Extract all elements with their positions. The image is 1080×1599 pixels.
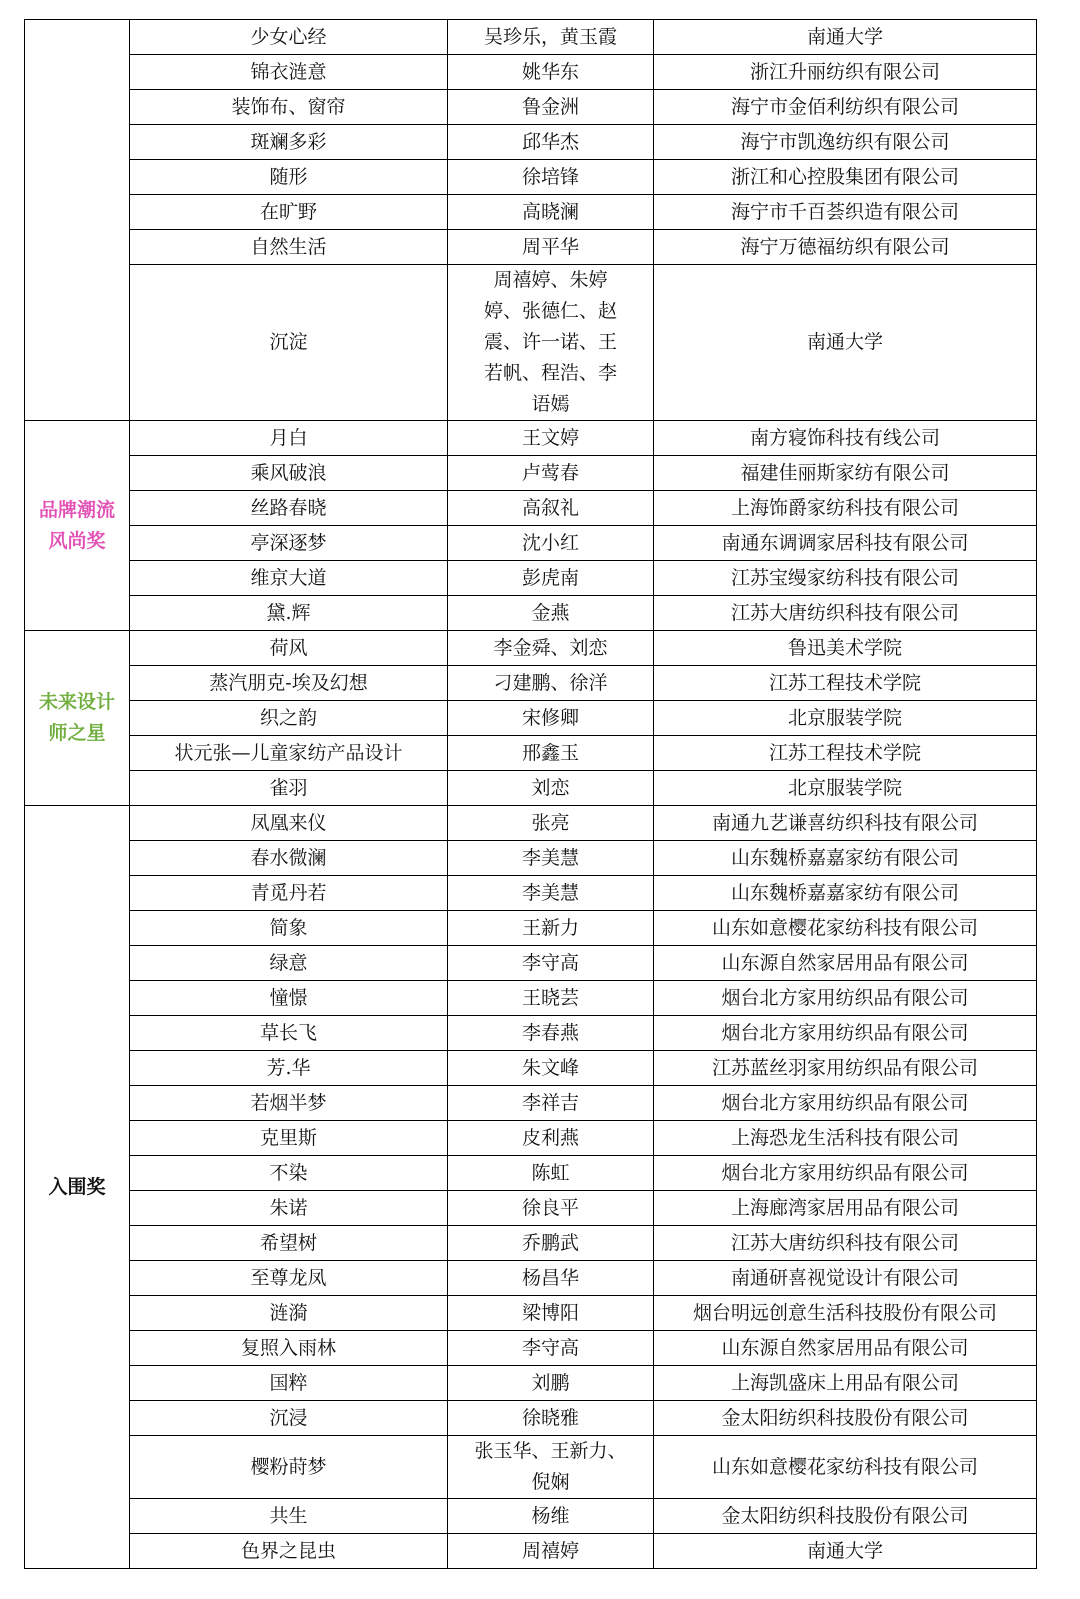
table-row	[25, 265, 1037, 421]
work-title-cell: 乘风破浪	[130, 456, 448, 491]
designer-cell: 梁博阳	[448, 1296, 654, 1331]
designer-cell: 李金舜、刘恋	[448, 631, 654, 666]
designer-cell: 刘鹏	[448, 1366, 654, 1401]
table-row	[25, 20, 1037, 55]
work-title-cell: 少女心经	[130, 20, 448, 55]
award-table-body	[25, 20, 1037, 1569]
designer-cell: 徐培锋	[448, 160, 654, 195]
table-row	[25, 1226, 1037, 1261]
designer-cell: 张亮	[448, 806, 654, 841]
organization-cell: 南方寝饰科技有线公司	[654, 421, 1037, 456]
organization-cell: 江苏宝缦家纺科技有限公司	[654, 561, 1037, 596]
organization-cell: 烟台北方家用纺织品有限公司	[654, 981, 1037, 1016]
work-title-cell: 装饰布、窗帘	[130, 90, 448, 125]
table-row	[25, 596, 1037, 631]
work-title-cell: 黛.辉	[130, 596, 448, 631]
table-row	[25, 491, 1037, 526]
table-row	[25, 666, 1037, 701]
table-row	[25, 160, 1037, 195]
table-row	[25, 1121, 1037, 1156]
organization-cell: 江苏大唐纺织科技有限公司	[654, 1226, 1037, 1261]
organization-cell: 江苏大唐纺织科技有限公司	[654, 596, 1037, 631]
designer-cell: 王文婷	[448, 421, 654, 456]
organization-cell: 上海凯盛床上用品有限公司	[654, 1366, 1037, 1401]
work-title-cell: 芳.华	[130, 1051, 448, 1086]
designer-cell: 乔鹏武	[448, 1226, 654, 1261]
organization-cell: 江苏蓝丝羽家用纺织品有限公司	[654, 1051, 1037, 1086]
table-row	[25, 1436, 1037, 1499]
designer-cell: 卢莺春	[448, 456, 654, 491]
designer-cell: 李美慧	[448, 841, 654, 876]
designer-cell: 邢鑫玉	[448, 736, 654, 771]
category-future	[25, 631, 130, 806]
designer-cell: 李祥吉	[448, 1086, 654, 1121]
work-title-cell: 自然生活	[130, 230, 448, 265]
designer-cell: 杨维	[448, 1499, 654, 1534]
table-row	[25, 125, 1037, 160]
organization-cell: 江苏工程技术学院	[654, 666, 1037, 701]
table-row	[25, 1191, 1037, 1226]
table-row	[25, 456, 1037, 491]
work-title-cell: 斑斓多彩	[130, 125, 448, 160]
table-row	[25, 1499, 1037, 1534]
designer-cell: 李春燕	[448, 1016, 654, 1051]
organization-cell: 南通大学	[654, 265, 1037, 421]
table-row	[25, 1016, 1037, 1051]
work-title-cell: 草长飞	[130, 1016, 448, 1051]
designer-cell: 王晓芸	[448, 981, 654, 1016]
category-shortlist	[25, 806, 130, 1569]
work-title-cell: 凤凰来仪	[130, 806, 448, 841]
work-title-cell: 荷风	[130, 631, 448, 666]
designer-cell: 高晓澜	[448, 195, 654, 230]
table-row	[25, 1331, 1037, 1366]
designer-cell: 鲁金洲	[448, 90, 654, 125]
table-row	[25, 631, 1037, 666]
work-title-cell: 至尊龙凤	[130, 1261, 448, 1296]
table-row	[25, 736, 1037, 771]
work-title-cell: 朱诺	[130, 1191, 448, 1226]
organization-cell: 上海廊湾家居用品有限公司	[654, 1191, 1037, 1226]
table-row	[25, 1401, 1037, 1436]
designer-cell: 朱文峰	[448, 1051, 654, 1086]
organization-cell: 海宁市千百荟织造有限公司	[654, 195, 1037, 230]
organization-cell: 烟台明远创意生活科技股份有限公司	[654, 1296, 1037, 1331]
organization-cell: 南通大学	[654, 20, 1037, 55]
table-row	[25, 421, 1037, 456]
organization-cell: 上海饰爵家纺科技有限公司	[654, 491, 1037, 526]
designer-cell: 李美慧	[448, 876, 654, 911]
table-row	[25, 1156, 1037, 1191]
organization-cell: 江苏工程技术学院	[654, 736, 1037, 771]
work-title-cell: 锦衣涟意	[130, 55, 448, 90]
table-row	[25, 1534, 1037, 1569]
designer-cell: 周禧婷、朱婷婷、张德仁、赵震、许一诺、王若帆、程浩、李语嫣	[448, 265, 654, 421]
designer-cell: 李守高	[448, 1331, 654, 1366]
work-title-cell: 月白	[130, 421, 448, 456]
designer-cell: 姚华东	[448, 55, 654, 90]
table-row	[25, 526, 1037, 561]
organization-cell: 浙江和心控股集团有限公司	[654, 160, 1037, 195]
award-table	[24, 19, 1037, 1569]
designer-cell: 刘恋	[448, 771, 654, 806]
designer-cell: 杨昌华	[448, 1261, 654, 1296]
organization-cell: 北京服装学院	[654, 701, 1037, 736]
designer-cell: 沈小红	[448, 526, 654, 561]
work-title-cell: 在旷野	[130, 195, 448, 230]
designer-cell: 张玉华、王新力、倪娴	[448, 1436, 654, 1499]
designer-cell: 陈虹	[448, 1156, 654, 1191]
designer-cell: 金燕	[448, 596, 654, 631]
designer-cell: 皮利燕	[448, 1121, 654, 1156]
table-row	[25, 230, 1037, 265]
organization-cell: 烟台北方家用纺织品有限公司	[654, 1086, 1037, 1121]
organization-cell: 福建佳丽斯家纺有限公司	[654, 456, 1037, 491]
designer-cell: 徐良平	[448, 1191, 654, 1226]
designer-cell: 彭虎南	[448, 561, 654, 596]
table-row	[25, 876, 1037, 911]
work-title-cell: 共生	[130, 1499, 448, 1534]
organization-cell: 鲁迅美术学院	[654, 631, 1037, 666]
organization-cell: 山东魏桥嘉嘉家纺有限公司	[654, 876, 1037, 911]
work-title-cell: 复照入雨林	[130, 1331, 448, 1366]
table-row	[25, 90, 1037, 125]
organization-cell: 海宁市凯逸纺织有限公司	[654, 125, 1037, 160]
work-title-cell: 亭深逐梦	[130, 526, 448, 561]
work-title-cell: 沉浸	[130, 1401, 448, 1436]
work-title-cell: 丝路春晓	[130, 491, 448, 526]
organization-cell: 山东魏桥嘉嘉家纺有限公司	[654, 841, 1037, 876]
table-row	[25, 806, 1037, 841]
table-row	[25, 1261, 1037, 1296]
table-row	[25, 946, 1037, 981]
organization-cell: 南通大学	[654, 1534, 1037, 1569]
table-row	[25, 55, 1037, 90]
organization-cell: 金太阳纺织科技股份有限公司	[654, 1499, 1037, 1534]
category-label: 品牌潮流风尚奖	[38, 498, 115, 552]
table-row	[25, 1051, 1037, 1086]
organization-cell: 烟台北方家用纺织品有限公司	[654, 1016, 1037, 1051]
work-title-cell: 憧憬	[130, 981, 448, 1016]
work-title-cell: 不染	[130, 1156, 448, 1191]
designer-cell: 王新力	[448, 911, 654, 946]
work-title-cell: 若烟半梦	[130, 1086, 448, 1121]
table-row	[25, 561, 1037, 596]
organization-cell: 南通研喜视觉设计有限公司	[654, 1261, 1037, 1296]
designer-cell: 高叙礼	[448, 491, 654, 526]
work-title-cell: 维京大道	[130, 561, 448, 596]
designer-cell: 邱华杰	[448, 125, 654, 160]
table-row	[25, 195, 1037, 230]
organization-cell: 海宁万德福纺织有限公司	[654, 230, 1037, 265]
work-title-cell: 国粹	[130, 1366, 448, 1401]
work-title-cell: 克里斯	[130, 1121, 448, 1156]
table-row	[25, 1296, 1037, 1331]
work-title-cell: 涟漪	[130, 1296, 448, 1331]
category-empty	[25, 20, 130, 421]
category-brand	[25, 421, 130, 631]
work-title-cell: 绿意	[130, 946, 448, 981]
designer-cell: 周平华	[448, 230, 654, 265]
table-row	[25, 701, 1037, 736]
organization-cell: 山东如意樱花家纺科技有限公司	[654, 1436, 1037, 1499]
organization-cell: 上海恐龙生活科技有限公司	[654, 1121, 1037, 1156]
table-row	[25, 841, 1037, 876]
work-title-cell: 雀羽	[130, 771, 448, 806]
designer-cell: 周禧婷	[448, 1534, 654, 1569]
table-row	[25, 771, 1037, 806]
organization-cell: 浙江升丽纺织有限公司	[654, 55, 1037, 90]
designer-cell: 李守高	[448, 946, 654, 981]
work-title-cell: 青觅丹若	[130, 876, 448, 911]
organization-cell: 山东源自然家居用品有限公司	[654, 1331, 1037, 1366]
work-title-cell: 希望树	[130, 1226, 448, 1261]
organization-cell: 烟台北方家用纺织品有限公司	[654, 1156, 1037, 1191]
work-title-cell: 随形	[130, 160, 448, 195]
organization-cell: 金太阳纺织科技股份有限公司	[654, 1401, 1037, 1436]
category-label: 入围奖	[48, 1175, 106, 1198]
designer-cell: 吴珍乐，黄玉霞	[448, 20, 654, 55]
designer-cell: 刁建鹏、徐洋	[448, 666, 654, 701]
category-label: 未来设计师之星	[38, 691, 115, 744]
work-title-cell: 色界之昆虫	[130, 1534, 448, 1569]
work-title-cell: 春水微澜	[130, 841, 448, 876]
work-title-cell: 樱粉莳梦	[130, 1436, 448, 1499]
work-title-cell: 状元张—儿童家纺产品设计	[130, 736, 448, 771]
work-title-cell: 织之韵	[130, 701, 448, 736]
organization-cell: 北京服装学院	[654, 771, 1037, 806]
table-row	[25, 1366, 1037, 1401]
work-title-cell: 简象	[130, 911, 448, 946]
organization-cell: 海宁市金佰利纺织有限公司	[654, 90, 1037, 125]
work-title-cell: 蒸汽朋克-埃及幻想	[130, 666, 448, 701]
work-title-cell: 沉淀	[130, 265, 448, 421]
organization-cell: 山东如意樱花家纺科技有限公司	[654, 911, 1037, 946]
designer-cell: 宋修卿	[448, 701, 654, 736]
organization-cell: 南通九艺谦喜纺织科技有限公司	[654, 806, 1037, 841]
table-row	[25, 911, 1037, 946]
table-row	[25, 1086, 1037, 1121]
organization-cell: 山东源自然家居用品有限公司	[654, 946, 1037, 981]
designer-cell: 徐晓雅	[448, 1401, 654, 1436]
table-row	[25, 981, 1037, 1016]
organization-cell: 南通东调调家居科技有限公司	[654, 526, 1037, 561]
